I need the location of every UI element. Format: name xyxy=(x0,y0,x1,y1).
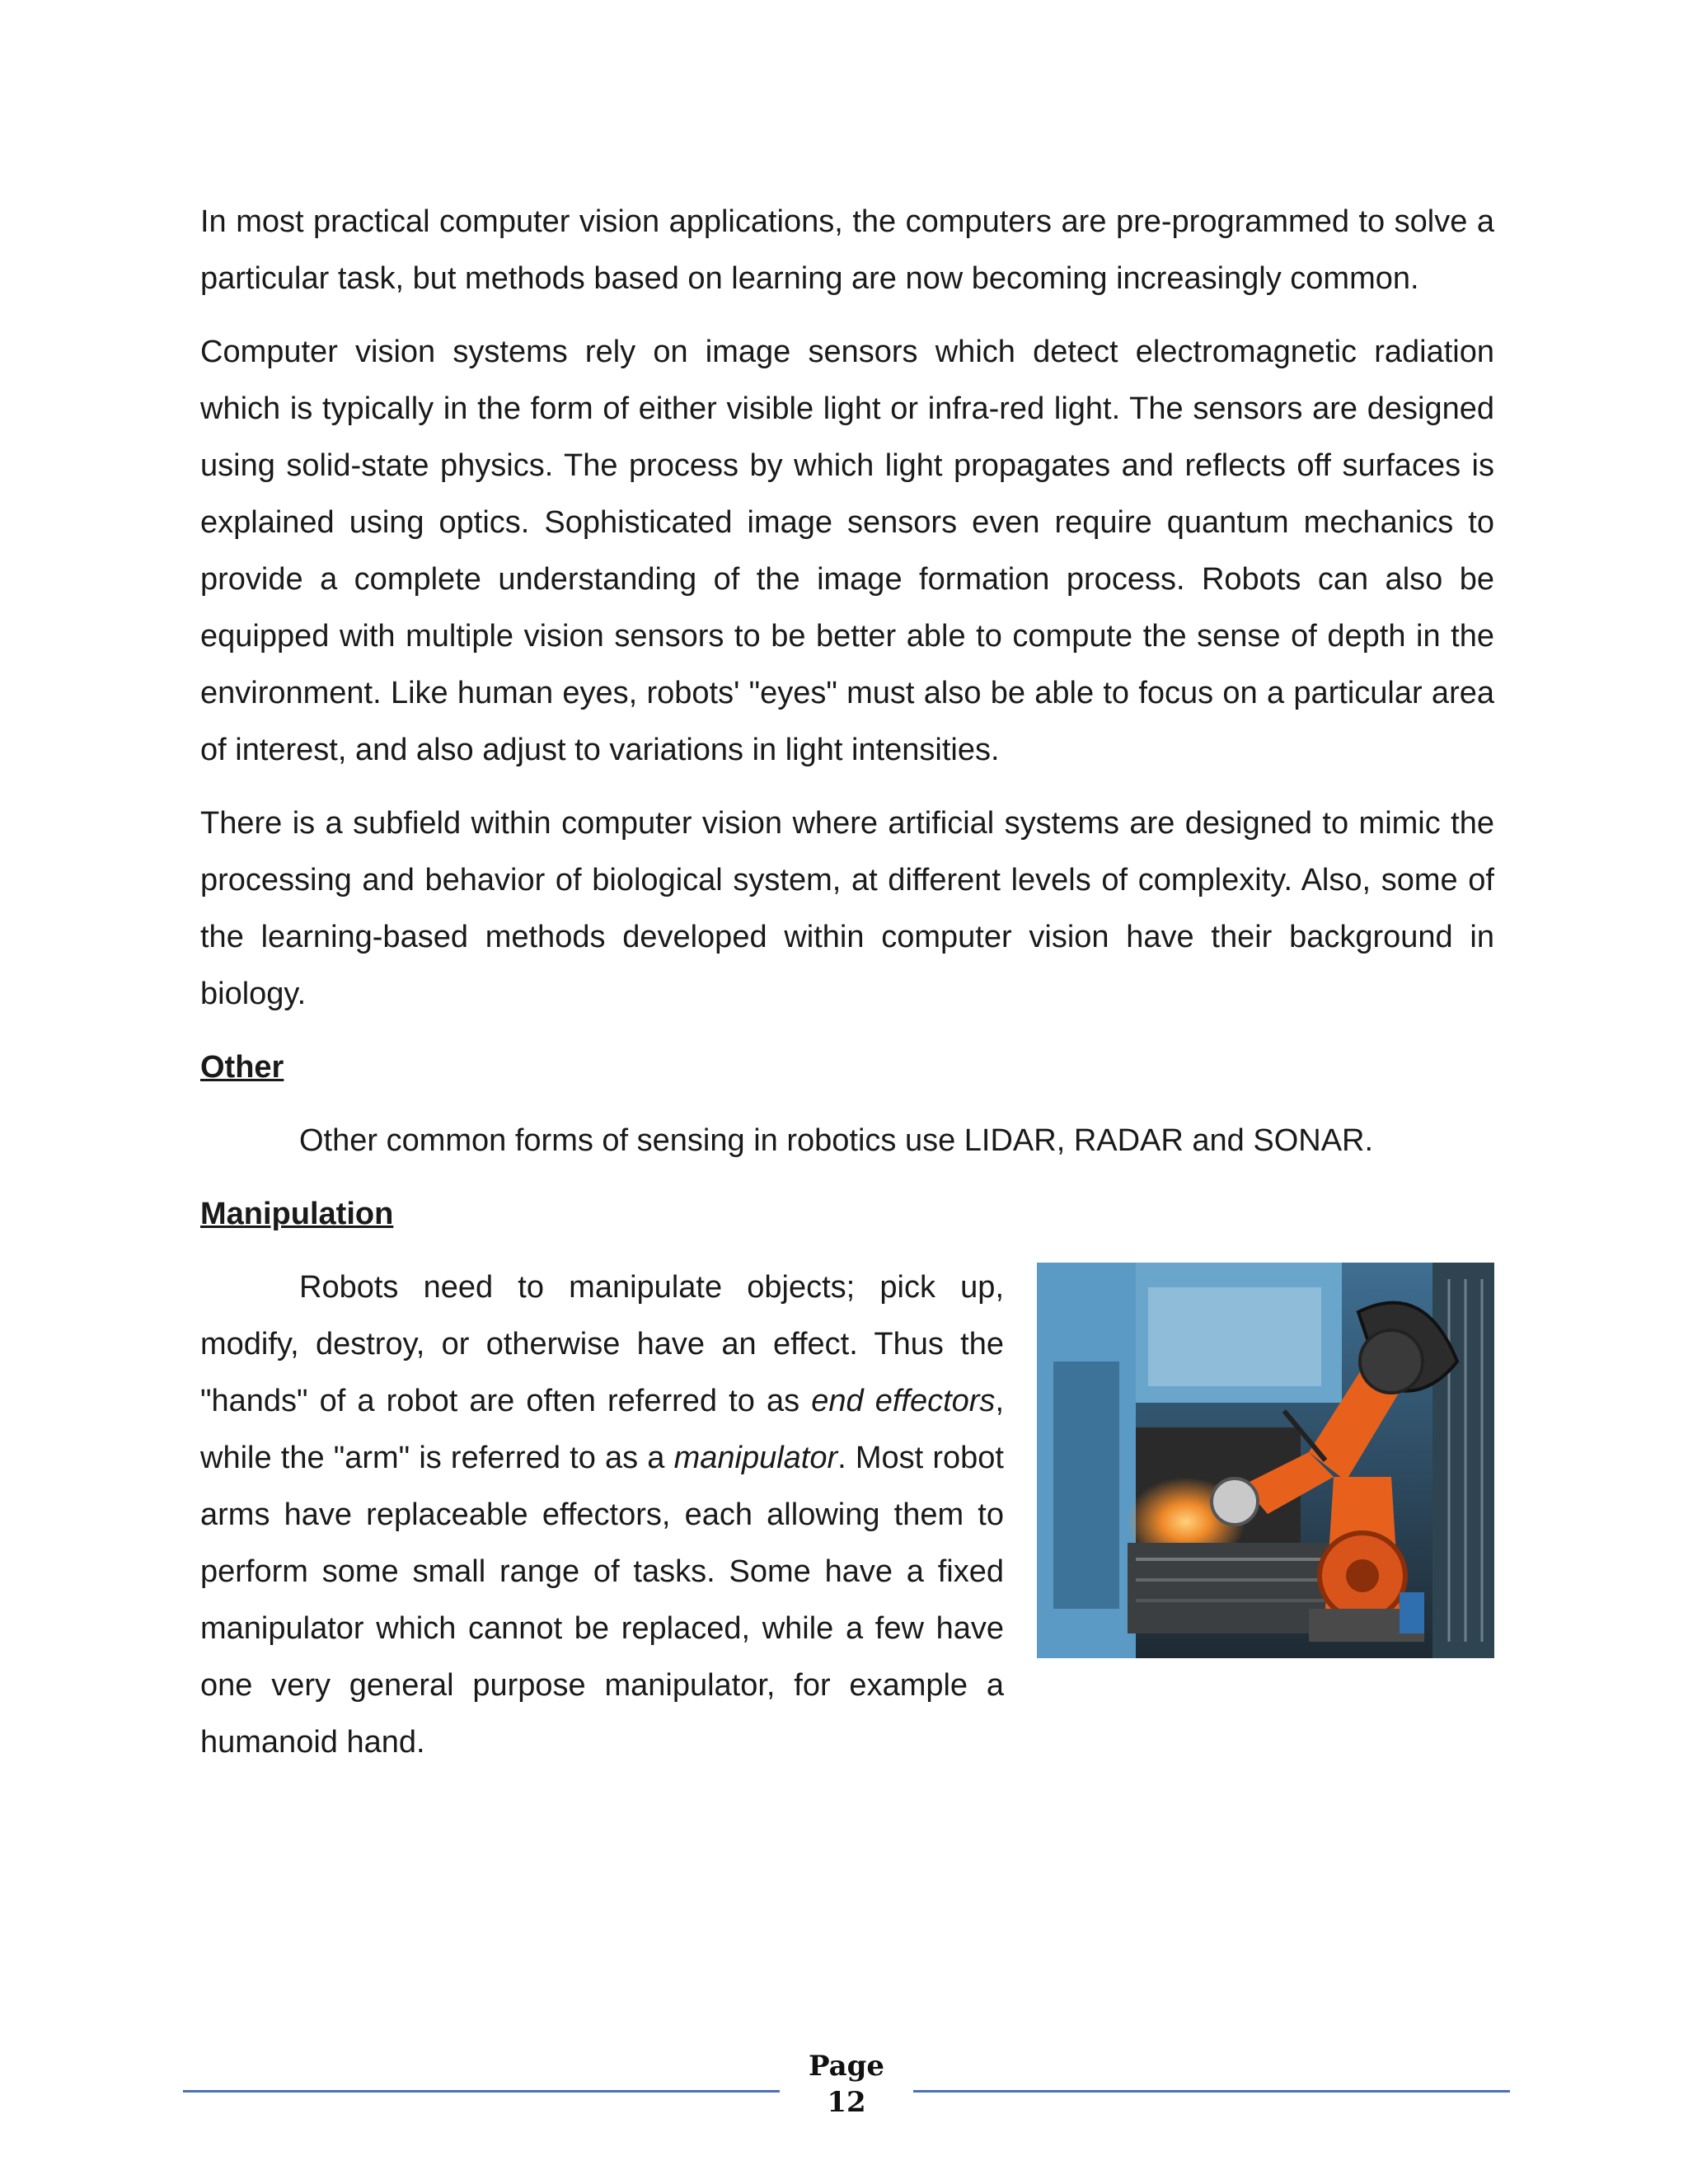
footer-rule-right xyxy=(913,2090,1510,2093)
page-number: 12 xyxy=(827,2086,866,2119)
footer-rule-left xyxy=(183,2090,780,2093)
paragraph-other-sensing: Other common forms of sensing in robotics use LIDAR, RADAR and SONAR. xyxy=(299,1123,1374,1158)
term-manipulator: manipulator xyxy=(673,1441,838,1475)
paragraph-biological-vision: There is a subfield within computer vision where artificial systems are designed to mimic the processing and behavior of biological system, at different levels of complexity. Also, some of the learning-based methods developed within computer vision have their background in biology. xyxy=(200,806,1494,1011)
paragraph-learning-methods: In most practical computer vision applications, the computers are pre-programmed to solve a particular task, but methods based on learning are now becoming increasingly common. xyxy=(200,204,1494,296)
manipulation-text-a: Robots need to manipulate objects; pick up, modify, destroy, or otherwise have an effect. Thus the "hands" of a robot are often referred to as xyxy=(200,1270,1004,1418)
industrial-robot-arm-photo xyxy=(1037,1263,1494,1658)
manipulation-text-c: . Most robot arms have replaceable effectors, each allowing them to perform some small range of tasks. Some have a fixed manipulator which cannot be replaced, while a few have one very general purpose manipulator, for example a humanoid hand. xyxy=(200,1441,1004,1760)
term-end-effectors: end effectors xyxy=(811,1384,996,1418)
page-label: Page xyxy=(808,2050,885,2083)
paragraph-image-sensors: Computer vision systems rely on image sensors which detect electromagnetic radiation which is typically in the form of either visible light or infra-red light. The sensors are designed using solid-state physics. The process by which light propagates and reflects off surfaces is explained using optics. Sophisticated image sensors even require quantum mechanics to provide a complete understanding of the image formation process. Robots can also be equipped with multiple vision sensors to be better able to compute the sense of depth in the environment. Like human eyes, robots' "eyes" must also be able to focus on a particular area of interest, and also adjust to variations in light intensities. xyxy=(200,335,1494,767)
page-body xyxy=(200,194,1494,1788)
manipulation-text-b: , while the "arm" is referred to as a xyxy=(200,1384,1004,1475)
page-number-footer xyxy=(780,2048,913,2121)
heading-manipulation: Manipulation xyxy=(200,1197,394,1231)
heading-other: Other xyxy=(200,1050,284,1085)
